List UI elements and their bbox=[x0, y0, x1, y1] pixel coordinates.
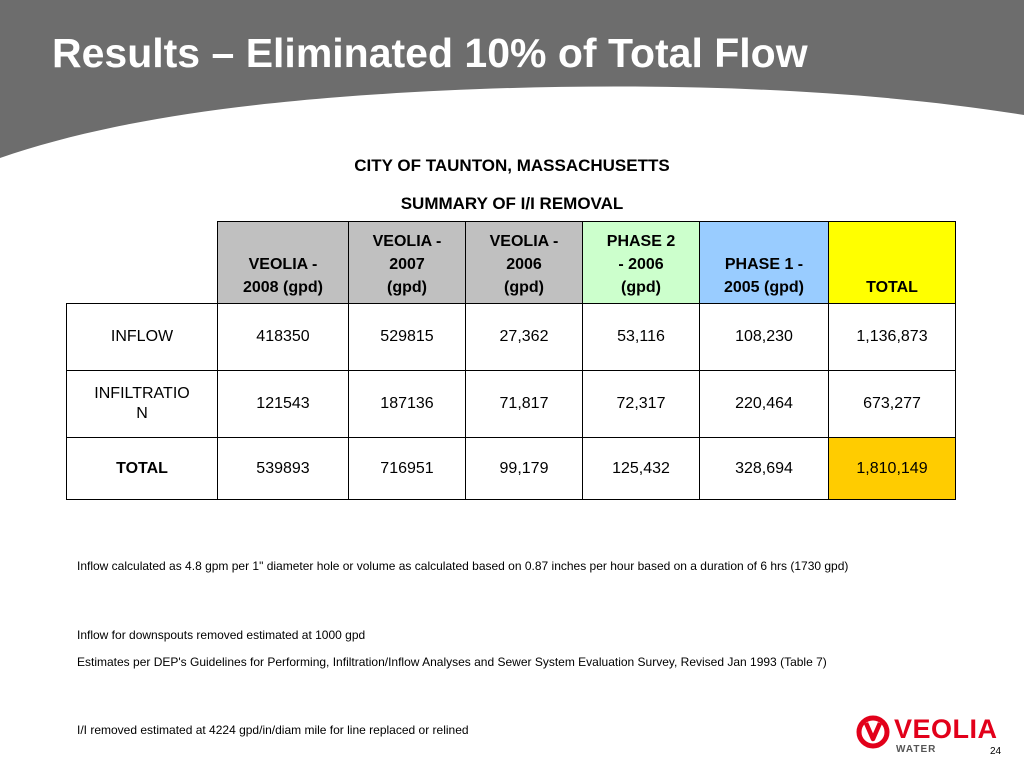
note-ii-removed: I/I removed estimated at 4224 gpd/in/diam mile for line replaced or relined bbox=[77, 723, 469, 737]
table-row-total bbox=[67, 438, 956, 500]
logo-subtitle: WATER bbox=[896, 744, 937, 755]
col-header-line: VEOLIA - bbox=[248, 256, 318, 273]
col-header-veolia-2008 bbox=[218, 222, 349, 304]
table-header-row bbox=[67, 222, 956, 304]
table-row-inflow bbox=[67, 304, 956, 371]
col-header-line: (gpd) bbox=[387, 279, 427, 296]
table-cell: 529815 bbox=[349, 304, 466, 371]
col-header-line: PHASE 1 - bbox=[724, 256, 804, 273]
col-header-line: 2007 bbox=[389, 256, 425, 273]
col-header-line: VEOLIA - bbox=[372, 233, 442, 250]
col-header-line: - 2006 bbox=[618, 256, 664, 273]
row-label-text: N bbox=[136, 405, 148, 422]
title-banner bbox=[0, 0, 1024, 160]
table-cell: 673,277 bbox=[829, 371, 956, 438]
col-header-line: 2005 (gpd) bbox=[723, 279, 804, 296]
table-cell: 53,116 bbox=[583, 304, 700, 371]
table-title-summary: SUMMARY OF I/I REMOVAL bbox=[400, 194, 624, 213]
grand-total-cell: 1,810,149 bbox=[829, 438, 956, 500]
row-label-text: INFILTRATIO bbox=[94, 385, 190, 402]
header-corner bbox=[67, 222, 218, 304]
table-cell: 539893 bbox=[218, 438, 349, 500]
col-header-line: (gpd) bbox=[621, 279, 661, 296]
table-cell: 1,136,873 bbox=[829, 304, 956, 371]
logo-wordmark: VEOLIA bbox=[894, 714, 998, 744]
col-header-line: VEOLIA - bbox=[489, 233, 559, 250]
table-cell: 27,362 bbox=[466, 304, 583, 371]
col-header-total bbox=[829, 222, 956, 304]
table-title-city: CITY OF TAUNTON, MASSACHUSETTS bbox=[354, 156, 670, 175]
col-header-veolia-2007 bbox=[349, 222, 466, 304]
row-label-infiltration bbox=[67, 371, 218, 438]
table-cell: 328,694 bbox=[700, 438, 829, 500]
ii-removal-table bbox=[66, 221, 956, 500]
table-cell: 72,317 bbox=[583, 371, 700, 438]
slide-title: Results – Eliminated 10% of Total Flow bbox=[52, 30, 808, 76]
row-label-total bbox=[67, 438, 218, 500]
table-cell: 71,817 bbox=[466, 371, 583, 438]
table-cell: 418350 bbox=[218, 304, 349, 371]
col-header-line: (gpd) bbox=[504, 279, 544, 296]
row-label-inflow bbox=[67, 304, 218, 371]
veolia-water-logo bbox=[856, 712, 996, 758]
table-cell: 99,179 bbox=[466, 438, 583, 500]
col-header-phase-2 bbox=[583, 222, 700, 304]
table-cell: 187136 bbox=[349, 371, 466, 438]
col-header-line: 2008 (gpd) bbox=[242, 279, 323, 296]
note-downspouts: Inflow for downspouts removed estimated at 1000 gpd bbox=[77, 628, 366, 642]
note-inflow-calculation: Inflow calculated as 4.8 gpm per 1" diameter hole or volume as calculated based on 0.87 inches per hour based on a duration of 6 hrs (1730 gpd) bbox=[77, 559, 849, 573]
table-cell: 716951 bbox=[349, 438, 466, 500]
table-row-infiltration bbox=[67, 371, 956, 438]
col-header-phase-1 bbox=[700, 222, 829, 304]
page-number: 24 bbox=[990, 746, 1002, 757]
row-label-text: INFLOW bbox=[110, 328, 174, 345]
col-header-veolia-2006 bbox=[466, 222, 583, 304]
title-banner-shape bbox=[0, 0, 1024, 160]
table-cell: 125,432 bbox=[583, 438, 700, 500]
note-dep-guidelines: Estimates per DEP's Guidelines for Performing, Infiltration/Inflow Analyses and Sewer System Evaluation Survey, Revised Jan 1993 (Table 7) bbox=[77, 655, 827, 669]
col-header-line: TOTAL bbox=[866, 279, 918, 296]
col-header-line: 2006 bbox=[506, 256, 542, 273]
table-cell: 108,230 bbox=[700, 304, 829, 371]
row-label-text: TOTAL bbox=[116, 459, 168, 477]
veolia-logo-mark-icon bbox=[856, 714, 890, 750]
table-cell: 121543 bbox=[218, 371, 349, 438]
table-cell: 220,464 bbox=[700, 371, 829, 438]
col-header-line: PHASE 2 bbox=[606, 233, 676, 250]
